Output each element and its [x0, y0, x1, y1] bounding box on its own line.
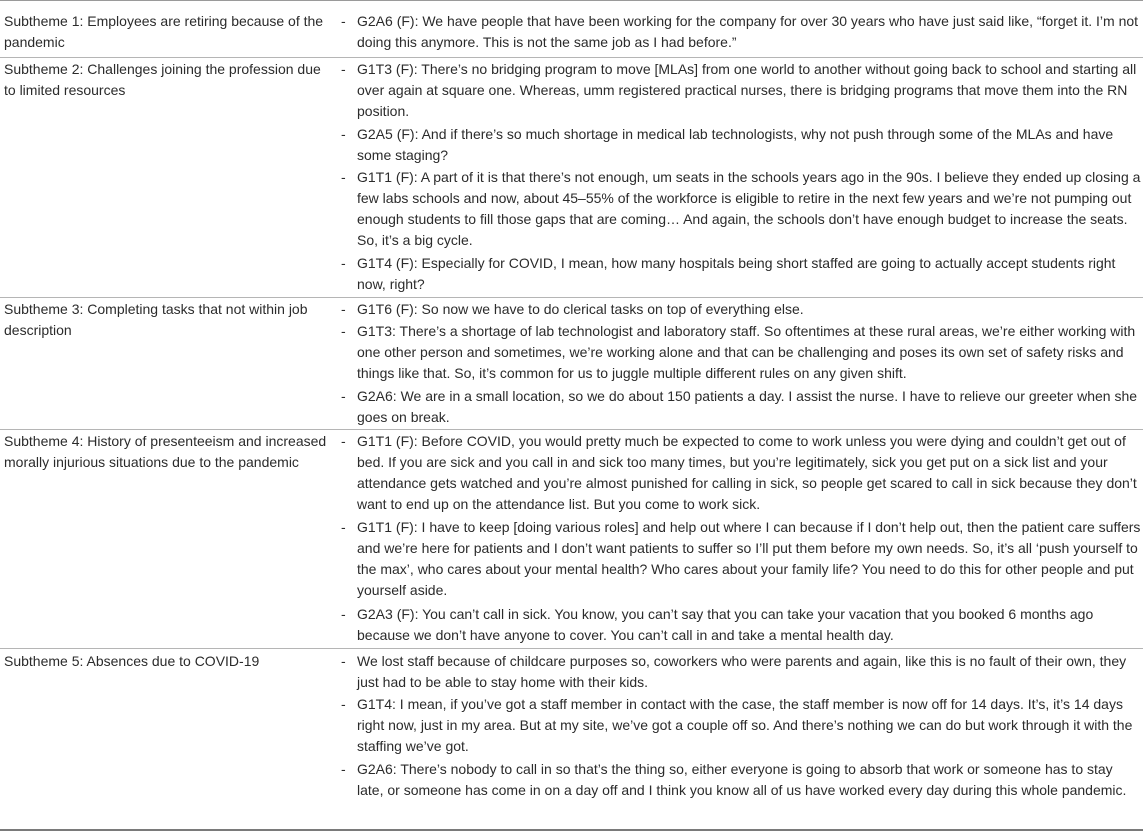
- quote-text: G1T4 (F): Especially for COVID, I mean, how many hospitals being short staffed are going to actually accept students right now, right?: [357, 255, 1116, 292]
- quote-text: We lost staff because of childcare purposes so, coworkers who were parents and again, like this is no fault of their own, they just had to be able to stay home with their kids.: [357, 653, 1127, 690]
- quote-2-1: [341, 59, 1141, 122]
- row-separator: [0, 297, 1143, 298]
- quote-text: G2A6: There’s nobody to call in so that’s the thing so, either everyone is going to absorb that work or someone has to stay late, or someone has come in on a day off and I think you know all of us have worked every day during this whole pandemic.: [357, 761, 1127, 798]
- quote-dash: -: [341, 169, 346, 185]
- quote-4-2: [341, 517, 1141, 601]
- quote-dash: -: [341, 606, 346, 622]
- quote-4-3: [341, 604, 1141, 646]
- row-separator: [0, 429, 1143, 430]
- quote-5-1: [341, 651, 1141, 693]
- quote-text: G2A5 (F): And if there’s so much shortage in medical lab technologists, why not push through some of the MLAs and have some staging?: [357, 126, 1114, 163]
- quote-text: G1T6 (F): So now we have to do clerical tasks on top of everything else.: [357, 301, 804, 317]
- quote-3-1: [341, 299, 1141, 320]
- quote-2-4: [341, 253, 1141, 295]
- quote-text: G1T1 (F): Before COVID, you would pretty much be expected to come to work unless you were dying and couldn’t get out of bed. If you are sick and you call in and sick too many times, but you’re legitimately, sick you get put on a sick list and your attendance gets watched and you’re almost punished for calling in sick, so people get scared to call in sick because they don’t want to end up on the attendance list. But you come to work sick.: [357, 433, 1137, 512]
- quote-dash: -: [341, 696, 346, 712]
- quote-dash: -: [341, 761, 346, 777]
- table-bottom-rule: [0, 829, 1143, 831]
- quote-text: G2A6 (F): We have people that have been working for the company for over 30 years who have just said like, “forget it. I’m not doing this anymore. This is not the same job as I had before.”: [357, 13, 1139, 50]
- quote-text: G1T4: I mean, if you’ve got a staff member in contact with the case, the staff member is now off for 14 days. It’s, it’s 14 days right now, just in my area. But at my site, we’ve got a couple off so. And there’s nothing we can do but work through it with the staffing we’ve got.: [357, 696, 1133, 754]
- quote-dash: -: [341, 433, 346, 449]
- quote-5-2: [341, 694, 1141, 757]
- table-top-rule: [0, 0, 1143, 1]
- quote-1-1: [341, 11, 1141, 53]
- quote-5-3: [341, 759, 1141, 801]
- quote-dash: -: [341, 388, 346, 404]
- quote-text: G1T1 (F): I have to keep [doing various roles] and help out where I can because if I don’t help out, then the patient care suffers and we’re here for patients and I don’t want patients to suffer so I’ll put them before my own needs. So, it’s all ‘push yourself to the max’, who cares about your mental health? Who cares about your family life? You need to do this for other people and put yourself aside.: [357, 519, 1141, 598]
- quote-dash: -: [341, 653, 346, 669]
- quote-3-2: [341, 321, 1141, 384]
- quote-2-2: [341, 124, 1141, 166]
- subtheme-3-label: Subtheme 3: Completing tasks that not within job description: [4, 301, 308, 338]
- quote-dash: -: [341, 126, 346, 142]
- quote-dash: -: [341, 13, 346, 29]
- quote-dash: -: [341, 519, 346, 535]
- quote-text: G1T1 (F): A part of it is that there’s not enough, um seats in the schools years ago in the 90s. I believe they ended up closing a few labs schools and now, about 45–55% of the workforce is eligible to retire in the next few years and we’re not pumping out enough students to fill those gaps that are coming… And again, the schools don’t have enough budget to increase the seats. So, it’s a big cycle.: [357, 169, 1141, 248]
- quote-dash: -: [341, 255, 346, 271]
- quote-2-3: [341, 167, 1141, 251]
- subtheme-4-label: Subtheme 4: History of presenteeism and increased morally injurious situations due to the pandemic: [4, 433, 327, 470]
- quote-text: G2A6: We are in a small location, so we do about 150 patients a day. I assist the nurse. I have to relieve our greeter when she goes on break.: [357, 388, 1138, 425]
- quote-4-1: [341, 431, 1141, 515]
- subtheme-5-label: Subtheme 5: Absences due to COVID-19: [4, 653, 260, 669]
- quote-dash: -: [341, 61, 346, 77]
- row-separator: [0, 57, 1143, 58]
- quote-text: G2A3 (F): You can’t call in sick. You know, you can’t say that you can take your vacation that you booked 6 months ago because we don’t have anyone to cover. You can’t call in and take a mental health day.: [357, 606, 1094, 643]
- subtheme-1-label: Subtheme 1: Employees are retiring because of the pandemic: [4, 13, 324, 50]
- quote-text: G1T3: There’s a shortage of lab technologist and laboratory staff. So oftentimes at these rural areas, we’re either working with one other person and sometimes, we’re working alone and that can be challenging and poses its own set of safety risks and things like that. So, it’s common for us to juggle multiple different rules on any given shift.: [357, 323, 1136, 381]
- subtheme-2-label: Subtheme 2: Challenges joining the profession due to limited resources: [4, 61, 321, 98]
- quote-dash: -: [341, 301, 346, 317]
- quote-3-3: [341, 386, 1141, 428]
- row-separator: [0, 648, 1143, 649]
- quote-dash: -: [341, 323, 346, 339]
- quote-text: G1T3 (F): There’s no bridging program to move [MLAs] from one world to another without going back to school and starting all over again at square one. Whereas, umm registered practical nurses, there is bridging programs that move them into the RN position.: [357, 61, 1137, 119]
